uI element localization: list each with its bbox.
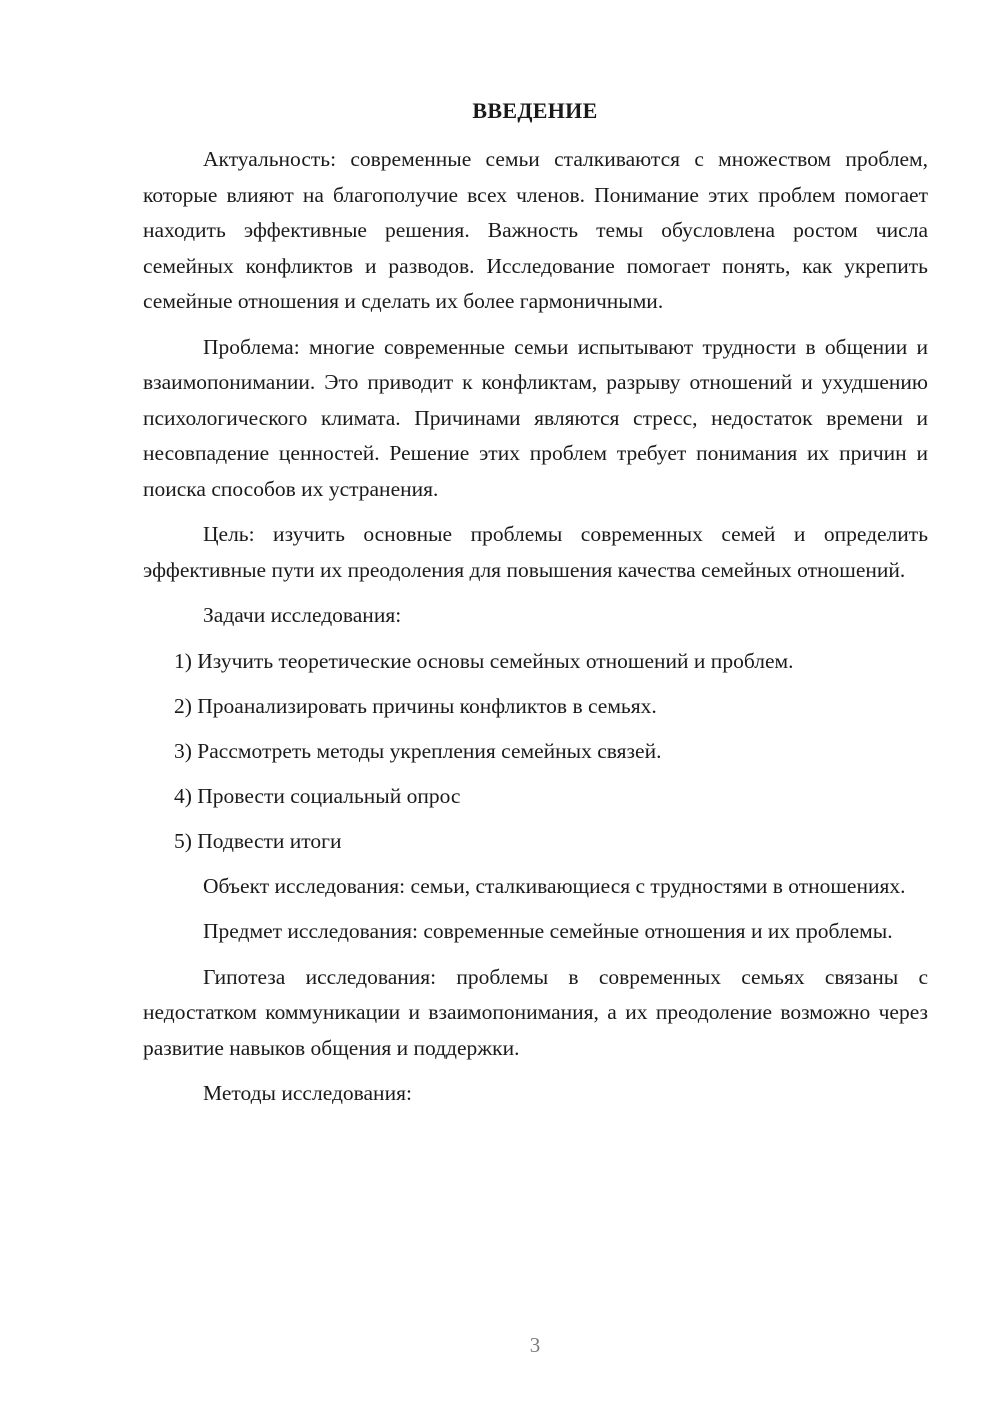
methods-heading: Методы исследования:: [203, 1081, 412, 1105]
list-item: 5) Подвести итоги: [174, 828, 342, 853]
tasks-heading: Задачи исследования:: [203, 603, 402, 627]
list-item: 1) Изучить теоретические основы семейных отношений и проблем.: [174, 648, 794, 673]
list-item: 4) Провести социальный опрос: [174, 783, 461, 808]
paragraph-object: Объект исследования: семьи, сталкивающиеся с трудностями в отношениях.: [203, 873, 906, 898]
paragraph-relevance: Актуальность: современные семьи сталкиваются с множеством проблем, которые влияют на благополучие всех членов. Понимание этих проблем помогает находить эффективные решения. Важность темы обусловлена ростом числа семейных конфликтов и разводов. Исследование помогает понять, как укрепить семейные отношения и сделать их более гармоничными.: [143, 147, 928, 313]
page-title: ВВЕДЕНИЕ: [472, 98, 598, 123]
page-number: 3: [529, 1333, 541, 1357]
list-item: 3) Рассмотреть методы укрепления семейных связей.: [174, 738, 662, 763]
paragraph-subject: Предмет исследования: современные семейные отношения и их проблемы.: [203, 919, 893, 943]
paragraph-goal: Цель: изучить основные проблемы современных семей и определить эффективные пути их преодоления для повышения качества семейных отношений.: [143, 522, 928, 582]
tasks-list: [143, 644, 928, 860]
list-item: 2) Проанализировать причины конфликтов в семьях.: [174, 693, 657, 718]
paragraph-hypothesis: Гипотеза исследования: проблемы в современных семьях связаны с недостатком коммуникации и взаимопонимания, а их преодоление возможно через развитие навыков общения и поддержки.: [143, 964, 928, 1060]
paragraph-problem: Проблема: многие современные семьи испытывают трудности в общении и взаимопонимании. Это приводит к конфликтам, разрыву отношений и ухудшению психологического климата. Причинами являются стресс, недостаток времени и несовпадение ценностей. Решение этих проблем требует понимания их причин и поиска способов их устранения.: [143, 334, 928, 501]
document-body: [143, 142, 928, 1122]
